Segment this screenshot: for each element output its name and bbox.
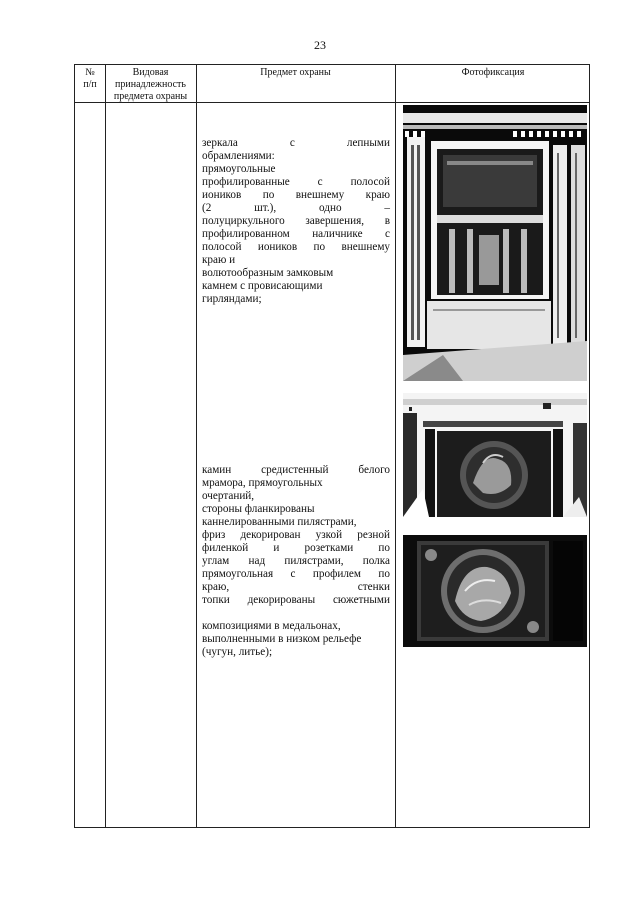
relief-photo-graphic [403, 535, 587, 647]
text-line: краю и [202, 254, 236, 266]
header-type-line: предмета охраны [113, 91, 188, 102]
text-line: прямоугольные [202, 163, 276, 175]
text-line: (чугун, литье); [202, 646, 273, 658]
text-line: зеркала с лепными [202, 137, 390, 149]
column-divider [196, 65, 197, 827]
text-line: краю, стенки [202, 581, 390, 593]
header-type-line: Видовая [132, 67, 169, 78]
text-line: выполненными в низком рельефе [202, 633, 362, 645]
fireplace-photo-graphic [403, 393, 587, 517]
text-line: углам над пилястрами, полка [202, 555, 390, 567]
text-line: фриз декорирован узкой резной [202, 529, 390, 541]
text-line: камнем с провисающими [202, 280, 323, 292]
text-line: филенкой и розетками по [202, 542, 390, 554]
fireplace-description [202, 464, 390, 659]
column-divider [105, 65, 106, 827]
header-photo-text: Фотофиксация [461, 67, 525, 78]
text-line: полосой иоников по внешнему [202, 241, 390, 253]
header-subject-text: Предмет охраны [260, 67, 331, 78]
header-num [75, 67, 105, 91]
text-line [202, 607, 390, 620]
text-line: композициями в медальонах, [202, 620, 341, 632]
fireplace-photo [403, 393, 587, 517]
text-line: гирляндами; [202, 293, 262, 305]
text-line: иоников по внешнему краю [202, 189, 390, 201]
header-num-line: № [85, 67, 95, 78]
text-line: профилированные с полосой [202, 176, 390, 188]
cast-iron-relief-photo [403, 535, 587, 647]
header-type [105, 67, 196, 103]
header-subject [196, 67, 395, 79]
text-line: мрамора, прямоугольных [202, 477, 323, 489]
text-line: топки декорированы сюжетными [202, 594, 390, 606]
text-line: камин средистенный белого [202, 464, 390, 476]
text-line: очертаний, [202, 490, 255, 502]
mirrors-description [202, 137, 390, 306]
header-type-line: принадлежность [115, 79, 186, 90]
text-line: (2 шт.), одно – [202, 202, 390, 214]
text-line: стороны фланкированы [202, 503, 315, 515]
header-num-line: п/п [83, 79, 97, 90]
text-line: обрамлениями: [202, 150, 275, 162]
page-number: 23 [314, 38, 326, 52]
text-line: прямоугольная с профилем по [202, 568, 390, 580]
text-line: волютообразным замковым [202, 267, 334, 279]
text-line: профилированном наличнике с [202, 228, 390, 240]
text-line: каннелированными пилястрами, [202, 516, 357, 528]
text-line: полуциркульного завершения, в [202, 215, 390, 227]
header-photo [395, 67, 591, 79]
column-divider [395, 65, 396, 827]
protection-table [74, 64, 590, 828]
mirror-interior-photo [403, 105, 587, 381]
mirror-photo-graphic [403, 105, 587, 381]
